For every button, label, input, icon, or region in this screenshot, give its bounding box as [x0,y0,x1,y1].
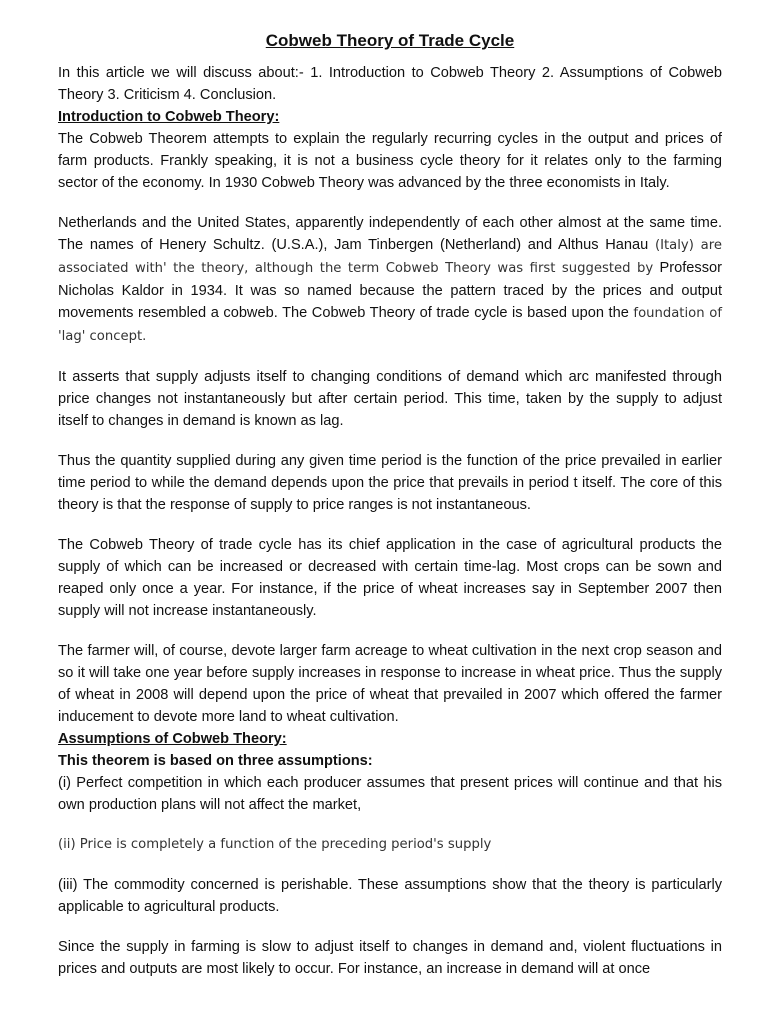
paragraph-5: The Cobweb Theory of trade cycle has its chief application in the case of agricultural products the supply of which can be increased or decreased with certain time-lag. Most crops can be sown and reaped only once a year. For instance, if the price of wheat increases say in September 2007 then supply will not increase instantaneously. [58,537,722,619]
assumption-3: (iii) The commodity concerned is perishable. These assumptions show that the theory is particularly applicable to agricultural products. [58,877,722,915]
paragraph-2 [58,212,722,348]
paragraph-4: Thus the quantity supplied during any given time period is the function of the price prevailed in earlier time period to while the demand depends upon the price that prevails in period t itself. The core of this theory is that the response of supply to price ranges is not instantaneous. [58,453,722,513]
paragraph-2-part-b: (Italy) are associated with' the theory, although the term Cobweb Theory was first suggested by [58,238,723,276]
document-page [58,30,722,980]
paragraph-3: It asserts that supply adjusts itself to changing conditions of demand which arc manifested through price changes not instantaneously but after certain period. This time, taken by the supply to adjust itself to changes in demand is known as lag. [58,369,722,429]
assumption-2: (ii) Price is completely a function of the preceding period's supply [58,837,492,852]
intro-paragraph: In this article we will discuss about:- 1. Introduction to Cobweb Theory 2. Assumptions of Cobweb Theory 3. Criticism 4. Conclusion. [58,65,722,103]
paragraph-2-part-a: Netherlands and the United States, apparently independently of each other almost at the same time. The names of Henery Schultz. (U.S.A.), Jam Tinbergen (Netherland) and Althus Hanau [58,215,722,253]
paragraph-6: The farmer will, of course, devote larger farm acreage to wheat cultivation in the next crop season and so it will take one year before supply increases in response to increase in wheat price. Thus the supply of wheat in 2008 will depend upon the price of wheat that prevailed in 2007 which offered the farmer inducement to devote more land to wheat cultivation. [58,643,722,725]
section-heading-introduction: Introduction to Cobweb Theory: [58,109,280,125]
paragraph-2-part-d: foundation of 'lag' concept. [58,306,722,344]
paragraph-2-part-c: Professor Nicholas Kaldor in 1934. It was so named because the pattern traced by the prices and output movements resembled a cobweb. The Cobweb Theory of trade cycle is based upon the [58,260,722,321]
section-subheading-assumptions: This theorem is based on three assumptions: [58,753,373,769]
section-heading-assumptions: Assumptions of Cobweb Theory: [58,731,287,747]
document-title: Cobweb Theory of Trade Cycle [265,31,515,50]
paragraph-7: Since the supply in farming is slow to adjust itself to changes in demand and, violent fluctuations in prices and outputs are most likely to occur. For instance, an increase in demand will at once [58,939,722,977]
paragraph-1: The Cobweb Theorem attempts to explain the regularly recurring cycles in the output and prices of farm products. Frankly speaking, it is not a business cycle theory for it relates only to the farming sector of the economy. In 1930 Cobweb Theory was advanced by the three economists in Italy. [58,131,722,191]
assumption-1: (i) Perfect competition in which each producer assumes that present prices will continue and that his own production plans will not affect the market, [58,775,722,813]
